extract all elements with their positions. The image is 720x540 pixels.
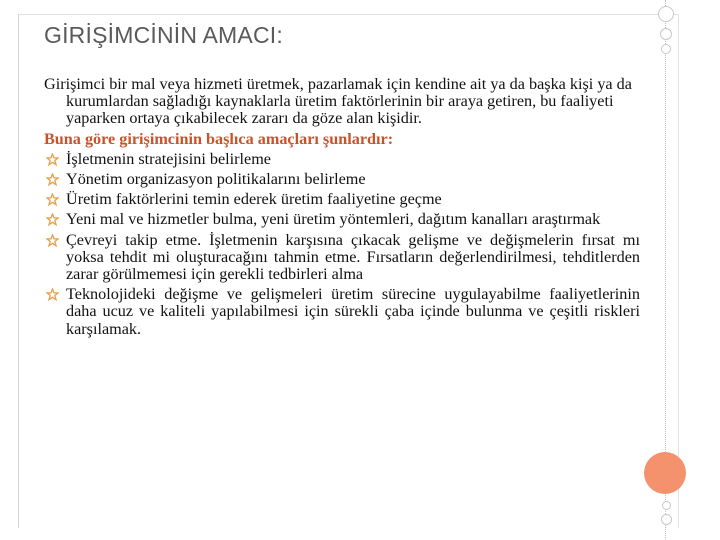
decorative-ring-5 xyxy=(661,514,672,525)
goal-text: Teknolojideki değişme ve gelişmeleri üretim sürecine uygulayabilme faaliyetlerinin daha ucuz ve kaliteli yapılabilmesi için sürekli çaba içinde bulunma ve çeşitli riskleri karşılamak. xyxy=(66,285,640,338)
decorative-ring-1 xyxy=(658,6,674,22)
star-bullet-icon xyxy=(46,173,59,186)
slide-content xyxy=(44,76,640,341)
goal-item xyxy=(44,191,640,208)
goal-item xyxy=(44,286,640,338)
frame-left-border xyxy=(18,14,19,528)
goal-text: Çevreyi takip etme. İşletmenin karşısına çıkacak gelişme ve değişmelerin fırsat mı yoksa tehdit mi oluşturacağını tahmin etme. Fırsatların değerlendirilmesi, tehditlerden zarar görülmemesi için gerekli tedbirleri alma xyxy=(66,230,640,284)
decorative-ring-3 xyxy=(661,44,671,54)
star-bullet-icon xyxy=(46,288,59,301)
intro-paragraph: Girişimci bir mal veya hizmeti üretmek, pazarlamak için kendine ait ya da başka kişi ya da kurumlardan sağladığı kaynaklarla üretim faktörlerinin bir araya getiren, bu faaliyeti yaparken ortaya çıkabilecek zararı da göze alan kişidir. xyxy=(44,75,632,128)
goals-list xyxy=(44,151,640,338)
star-bullet-icon xyxy=(46,213,59,226)
frame-top-border xyxy=(18,14,678,15)
star-bullet-icon xyxy=(46,153,59,166)
decorative-accent-circle xyxy=(644,452,686,494)
goal-item xyxy=(44,151,640,168)
frame-right-border xyxy=(678,14,679,528)
slide-title: GİRİŞİMCİNİN AMACI: xyxy=(44,22,283,48)
goals-subheading: Buna göre girişimcinin başlıca amaçları şunlardır: xyxy=(44,129,394,148)
decorative-ring-2 xyxy=(660,28,672,40)
goal-text: Yönetim organizasyon politikalarını belirleme xyxy=(66,170,366,189)
star-bullet-icon xyxy=(46,234,59,247)
goal-item xyxy=(44,171,640,188)
goal-item xyxy=(44,211,640,228)
goal-text: İşletmenin stratejisini belirleme xyxy=(66,149,271,168)
goal-text: Yeni mal ve hizmetler bulma, yeni üretim yöntemleri, dağıtım kanalları araştırmak xyxy=(66,210,601,229)
star-bullet-icon xyxy=(46,193,59,206)
goal-text: Üretim faktörlerini temin ederek üretim faaliyetine geçme xyxy=(66,190,442,209)
goal-item xyxy=(44,232,640,284)
decorative-ring-4 xyxy=(662,501,671,510)
